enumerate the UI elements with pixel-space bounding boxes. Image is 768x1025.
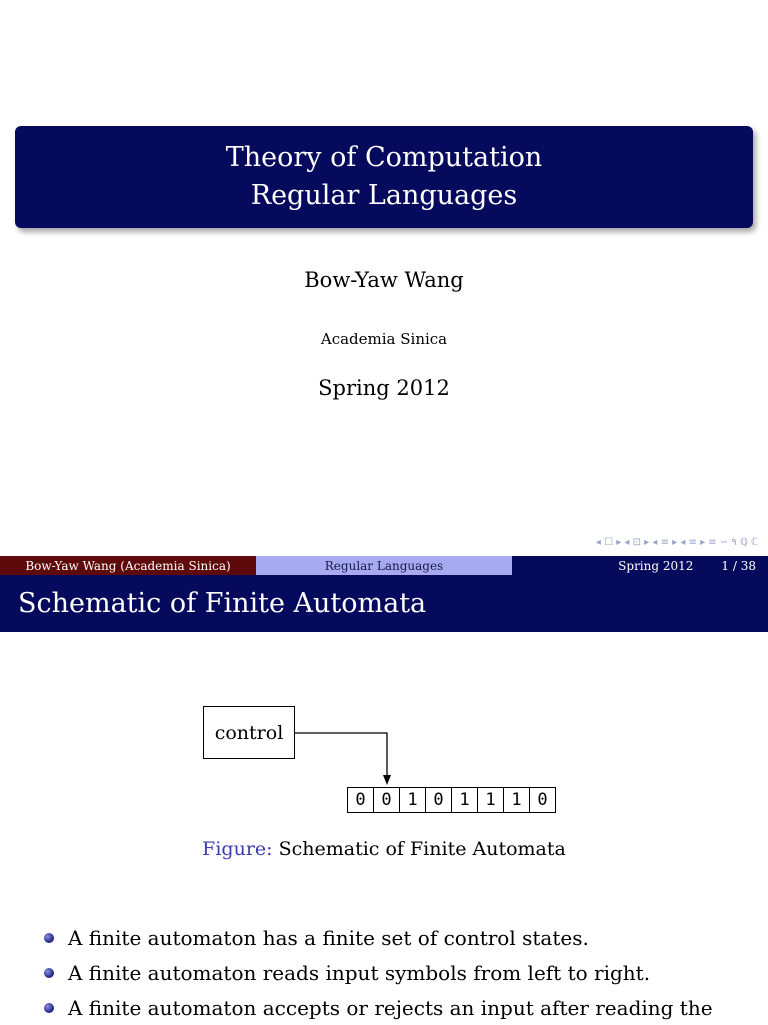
bullet-text: A finite automaton reads input symbols from left to right. <box>68 960 651 985</box>
footline-page-number: 1 / 38 <box>721 558 756 573</box>
footline-author: Bow-Yaw Wang (Academia Sinica) <box>0 556 256 575</box>
institute: Academia Sinica <box>320 330 448 348</box>
presentation-subtitle: Regular Languages <box>250 180 518 211</box>
footline-title: Regular Languages <box>256 556 512 575</box>
tape-cell: 1 <box>400 788 426 812</box>
automaton-figure <box>0 632 768 872</box>
tape-cell: 1 <box>504 788 530 812</box>
tape-cell: 0 <box>374 788 400 812</box>
bullet-icon <box>44 1003 54 1013</box>
footline <box>0 556 768 575</box>
beamer-navigation-icons[interactable]: ◂ ☐ ▸ ◂ ⊡ ▸ ◂ ≡ ▸ ◂ ≡ ▸ ≡ ∽ ٩ ℚ ℂ <box>595 537 758 548</box>
control-box: control <box>203 706 295 759</box>
caption-label: Figure: <box>202 838 273 860</box>
tape-cell: 1 <box>478 788 504 812</box>
list-item <box>44 990 764 1025</box>
title-box <box>15 126 753 228</box>
control-arrow <box>0 632 768 872</box>
figure-caption <box>0 838 768 860</box>
tape-cell: 0 <box>348 788 374 812</box>
bullet-list <box>44 920 764 1025</box>
list-item <box>44 920 764 955</box>
bullet-icon <box>44 968 54 978</box>
tape-cell: 1 <box>452 788 478 812</box>
input-tape <box>347 787 556 813</box>
caption-text: Schematic of Finite Automata <box>278 838 566 860</box>
footline-date-page <box>512 556 768 575</box>
author: Bow-Yaw Wang <box>304 268 464 292</box>
frame-title: Schematic of Finite Automata <box>0 575 768 632</box>
presentation-title: Theory of Computation <box>225 142 543 173</box>
bullet-icon <box>44 933 54 943</box>
list-item <box>44 955 764 990</box>
bullet-text: A finite automaton has a finite set of control states. <box>68 925 589 950</box>
tape-cell: 0 <box>537 790 548 810</box>
tape-cell: 0 <box>426 788 452 812</box>
footline-date: Spring 2012 <box>618 558 694 573</box>
bullet-text: A finite automaton accepts or rejects an input after reading the <box>68 995 713 1020</box>
date: Spring 2012 <box>318 376 450 400</box>
